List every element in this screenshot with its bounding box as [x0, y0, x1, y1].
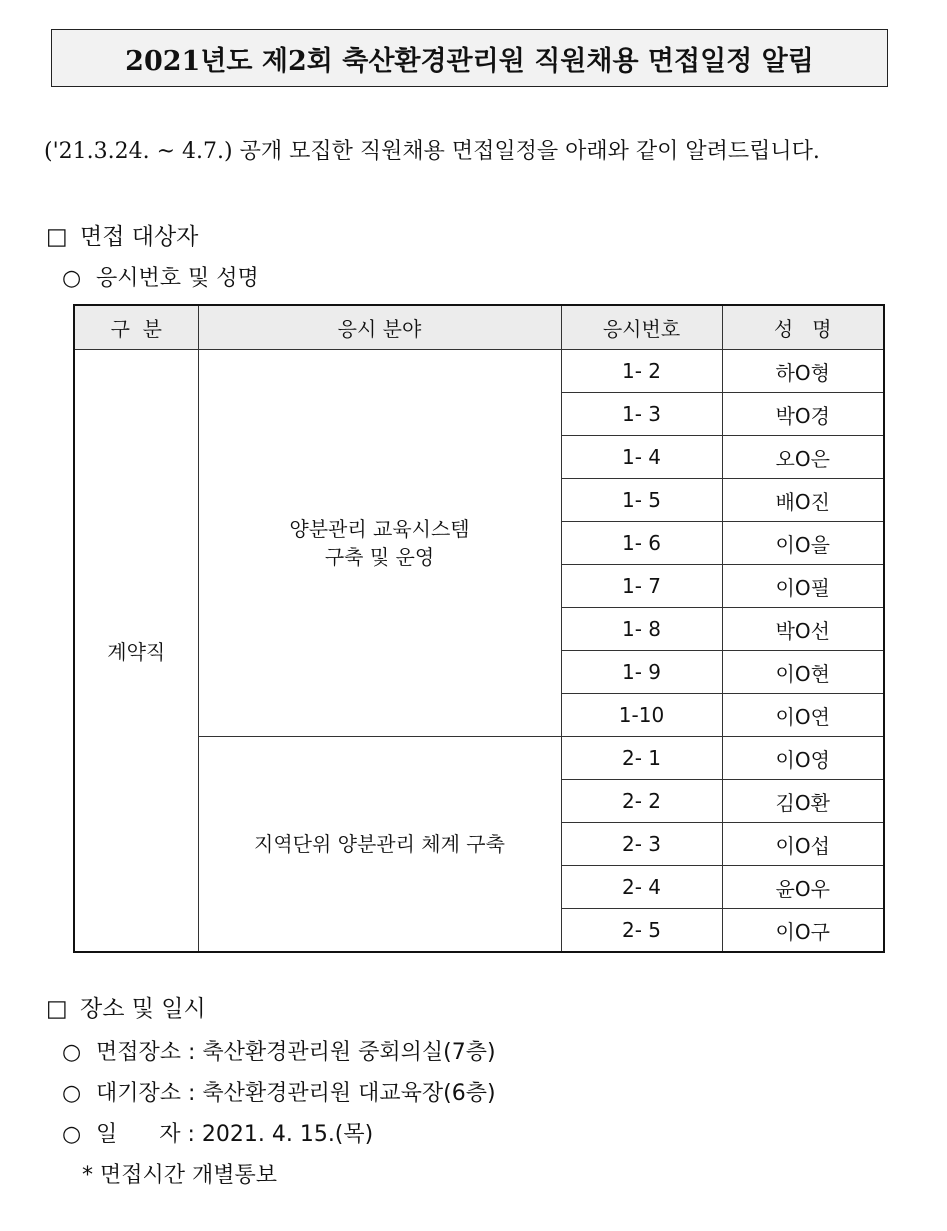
applicant-number-cell: 1- 2: [561, 350, 722, 393]
applicant-name-cell: 이O구: [722, 909, 884, 953]
waiting-location: 대기장소 : 축산환경관리원 대교육장(6층): [96, 1081, 496, 1106]
applicant-number-cell: 2- 3: [561, 823, 722, 866]
list-item: [62, 1035, 496, 1066]
list-item: [62, 1076, 496, 1107]
circle-bullet-icon: ○: [62, 1122, 82, 1147]
subsection-roster: [62, 261, 259, 292]
subsection-roster-heading: 응시번호 및 성명: [96, 266, 259, 291]
applicant-number-cell: 2- 5: [561, 909, 722, 953]
applicant-name-cell: 이O영: [722, 737, 884, 780]
applicant-number-cell: 1- 9: [561, 651, 722, 694]
field-line: 양분관리 교육시스템: [289, 517, 470, 541]
applicant-number-cell: 2- 2: [561, 780, 722, 823]
header-number: 응시번호: [561, 305, 722, 350]
section-location-heading: 장소 및 일시: [80, 996, 206, 1022]
applicant-name-cell: 윤O우: [722, 866, 884, 909]
table-row: [74, 350, 884, 393]
applicant-name-cell: 이O연: [722, 694, 884, 737]
field-cell: [198, 737, 561, 953]
schedule-note: * 면접시간 개별통보: [82, 1163, 278, 1188]
circle-bullet-icon: ○: [62, 266, 82, 291]
interview-location: 면접장소 : 축산환경관리원 중회의실(7층): [96, 1040, 496, 1065]
applicant-number-cell: 1- 8: [561, 608, 722, 651]
list-item: [62, 1117, 373, 1148]
section-location: [46, 990, 206, 1023]
applicant-number-cell: 1- 7: [561, 565, 722, 608]
field-line: 지역단위 양분관리 체계 구축: [254, 832, 505, 856]
applicant-number-cell: 1- 4: [561, 436, 722, 479]
header-category: 구 분: [74, 305, 198, 350]
square-bullet-icon: □: [46, 996, 68, 1022]
applicant-name-cell: 이O섭: [722, 823, 884, 866]
field-line: 구축 및 운영: [324, 545, 435, 569]
header-field: 응시 분야: [198, 305, 561, 350]
table-body: [74, 350, 884, 953]
applicant-name-cell: 박O경: [722, 393, 884, 436]
applicant-name-cell: 배O진: [722, 479, 884, 522]
square-bullet-icon: □: [46, 224, 68, 250]
applicant-name-cell: 이O필: [722, 565, 884, 608]
applicant-number-cell: 1- 3: [561, 393, 722, 436]
applicant-name-cell: 박O선: [722, 608, 884, 651]
field-cell: [198, 350, 561, 737]
applicant-name-cell: 오O은: [722, 436, 884, 479]
circle-bullet-icon: ○: [62, 1081, 82, 1106]
applicant-name-cell: 이O을: [722, 522, 884, 565]
page-title: 2021년도 제2회 축산환경관리원 직원채용 면접일정 알림: [125, 45, 814, 77]
interview-date: 일 자 : 2021. 4. 15.(목): [96, 1122, 374, 1147]
table-header-row: [74, 305, 884, 350]
section-candidates: [46, 218, 198, 251]
circle-bullet-icon: ○: [62, 1040, 82, 1065]
applicant-number-cell: 2- 1: [561, 737, 722, 780]
candidate-table: [73, 304, 885, 953]
applicant-number-cell: 1-10: [561, 694, 722, 737]
applicant-name-cell: 하O형: [722, 350, 884, 393]
category-cell: 계약직: [74, 350, 198, 953]
section-candidates-heading: 면접 대상자: [80, 224, 199, 250]
intro-text: ('21.3.24. ~ 4.7.) 공개 모집한 직원채용 면접일정을 아래와 같이 알려드립니다.: [44, 139, 820, 164]
applicant-name-cell: 김O환: [722, 780, 884, 823]
applicant-number-cell: 1- 6: [561, 522, 722, 565]
header-name: 성 명: [722, 305, 884, 350]
applicant-number-cell: 1- 5: [561, 479, 722, 522]
applicant-number-cell: 2- 4: [561, 866, 722, 909]
title-box: [51, 29, 888, 87]
applicant-name-cell: 이O현: [722, 651, 884, 694]
